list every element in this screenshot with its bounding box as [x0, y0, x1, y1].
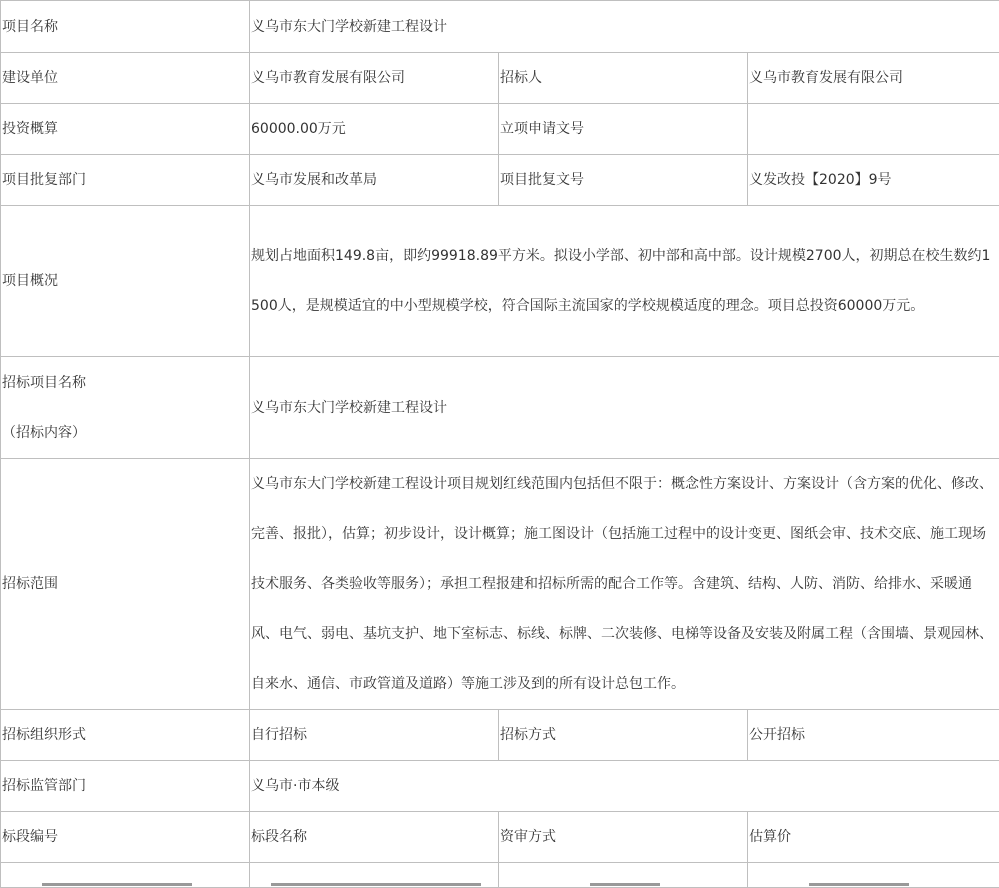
builder-label: 建设单位	[1, 53, 250, 104]
qualification-method-header: 资审方式	[499, 812, 748, 863]
overview-value: 规划占地面积149.8亩，即约99918.89平方米。拟设小学部、初中部和高中部。设计规模2700人，初期总在校生数约1500人，是规模适宜的中小型规模学校，符合国际主流国家的学校规模适度的理念。项目总投资60000万元。	[250, 206, 999, 357]
row-overview	[1, 206, 999, 357]
approval-dept-label: 项目批复部门	[1, 155, 250, 206]
row-approval	[1, 155, 999, 206]
row-supervision	[1, 761, 999, 812]
tender-method-label: 招标方式	[499, 710, 748, 761]
application-no-label: 立项申请文号	[499, 104, 748, 155]
tender-method-value: 公开招标	[748, 710, 999, 761]
org-form-label: 招标组织形式	[1, 710, 250, 761]
tenderer-label: 招标人	[499, 53, 748, 104]
cut-cell-2	[250, 863, 499, 888]
row-section-header	[1, 812, 999, 863]
estimated-price-header: 估算价	[748, 812, 999, 863]
approval-no-label: 项目批复文号	[499, 155, 748, 206]
builder-value: 义乌市教育发展有限公司	[250, 53, 499, 104]
blurred-text	[809, 883, 909, 886]
scope-label: 招标范围	[1, 459, 250, 710]
tender-name-value: 义乌市东大门学校新建工程设计	[250, 357, 999, 459]
overview-label: 项目概况	[1, 206, 250, 357]
section-name-header: 标段名称	[250, 812, 499, 863]
supervision-value: 义乌市·市本级	[250, 761, 999, 812]
tender-name-label	[1, 357, 250, 459]
blurred-text	[271, 883, 481, 886]
row-scope	[1, 459, 999, 710]
row-section-data-cut	[1, 863, 999, 888]
cut-cell-4	[748, 863, 999, 888]
investment-label: 投资概算	[1, 104, 250, 155]
cut-cell-3	[499, 863, 748, 888]
supervision-label: 招标监管部门	[1, 761, 250, 812]
blurred-text	[42, 883, 192, 886]
approval-dept-value: 义乌市发展和改革局	[250, 155, 499, 206]
cut-cell-1	[1, 863, 250, 888]
tender-name-label-line1: 招标项目名称	[2, 358, 249, 408]
tenderer-value: 义乌市教育发展有限公司	[748, 53, 999, 104]
investment-value: 60000.00万元	[250, 104, 499, 155]
blurred-text	[590, 883, 660, 886]
row-org-form	[1, 710, 999, 761]
approval-no-value: 义发改投【2020】9号	[748, 155, 999, 206]
row-investment	[1, 104, 999, 155]
section-no-header: 标段编号	[1, 812, 250, 863]
project-name-value: 义乌市东大门学校新建工程设计	[250, 1, 999, 53]
row-builder	[1, 53, 999, 104]
application-no-value	[748, 104, 999, 155]
tender-name-label-line2: （招标内容）	[2, 408, 249, 458]
row-tender-name	[1, 357, 999, 459]
org-form-value: 自行招标	[250, 710, 499, 761]
row-project-name	[1, 1, 999, 53]
project-name-label: 项目名称	[1, 1, 250, 53]
scope-value: 义乌市东大门学校新建工程设计项目规划红线范围内包括但不限于：概念性方案设计、方案设计（含方案的优化、修改、完善、报批），估算；初步设计，设计概算；施工图设计（包括施工过程中的设计变更、图纸会审、技术交底、施工现场技术服务、各类验收等服务）；承担工程报建和招标所需的配合工作等。含建筑、结构、人防、消防、给排水、采暖通风、电气、弱电、基坑支护、地下室标志、标线、标牌、二次装修、电梯等设备及安装及附属工程（含围墙、景观园林、自来水、通信、市政管道及道路）等施工涉及到的所有设计总包工作。	[250, 459, 999, 710]
